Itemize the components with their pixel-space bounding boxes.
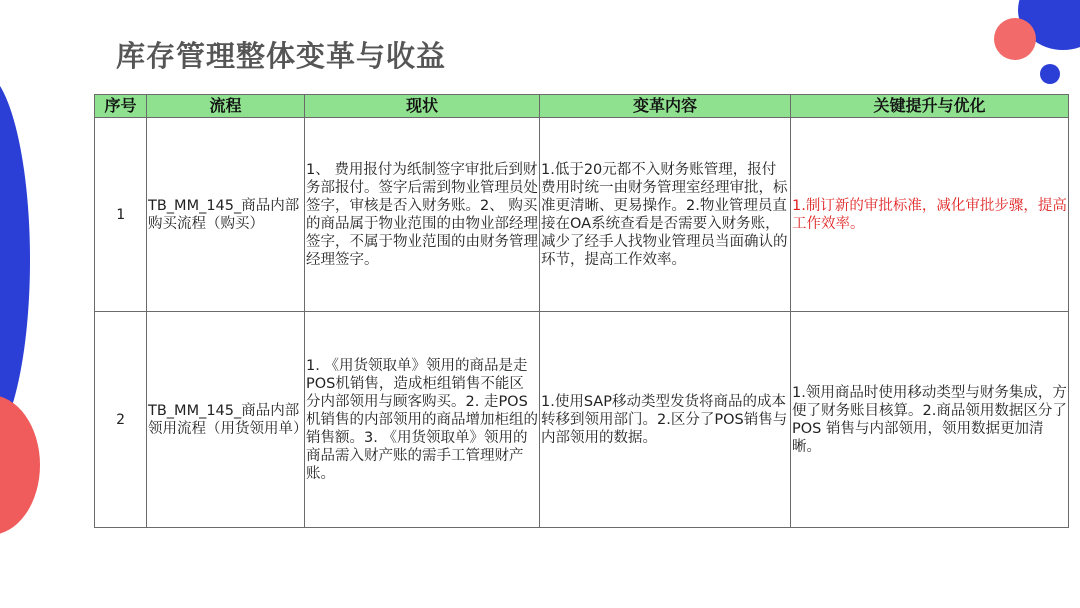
cell-improvement: 1.制订新的审批标准，减化审批步骤，提高工作效率。: [791, 118, 1069, 312]
cell-change: 1.低于20元都不入财务账管理，报付费用时统一由财务管理室经理审批，标准更清晰、更易操作。2.物业管理员直接在OA系统查看是否需要入财务账，减少了经手人找物业管理员当面确认的环节，提高工作效率。: [540, 118, 791, 312]
process-table: [94, 94, 1069, 528]
decor-left-blue-shape: [0, 70, 30, 450]
cell-seq: 1: [95, 118, 147, 312]
cell-improvement: 1.领用商品时使用移动类型与财务集成，方便了财务账目核算。2.商品领用数据区分了POS 销售与内部领用，领用数据更加清晰。: [791, 312, 1069, 528]
cell-process: TB_MM_145_商品内部购买流程（购买）: [147, 118, 305, 312]
table-header-row: [95, 95, 1069, 118]
header-status: 现状: [305, 95, 540, 118]
table-row: [95, 118, 1069, 312]
decor-top-right-red-circle: [994, 18, 1036, 60]
header-seq: 序号: [95, 95, 147, 118]
cell-seq: 2: [95, 312, 147, 528]
header-change: 变革内容: [540, 95, 791, 118]
decor-top-right-blue-dot: [1040, 64, 1060, 84]
header-process: 流程: [147, 95, 305, 118]
decor-left-red-shape: [0, 395, 40, 535]
cell-status: 1、 费用报付为纸制签字审批后到财务部报付。签字后需到物业管理员处签字，审核是否入财务账。2、 购买的商品属于物业范围的由物业部经理签字，不属于物业范围的由财务管理经理签字。: [305, 118, 540, 312]
cell-change: 1.使用SAP移动类型发货将商品的成本转移到领用部门。2.区分了POS销售与内部领用的数据。: [540, 312, 791, 528]
table-row: [95, 312, 1069, 528]
page-title: 库存管理整体变革与收益: [116, 39, 447, 73]
cell-status: 1. 《用货领取单》领用的商品是走POS机销售，造成柜组销售不能区分内部领用与顾客购买。2. 走POS机销售的内部领用的商品增加柜组的销售额。3. 《用货领取单》领用的商品需入财产账的需手工管理财产账。: [305, 312, 540, 528]
header-improvement: 关键提升与优化: [791, 95, 1069, 118]
cell-process: TB_MM_145_商品内部领用流程（用货领用单）: [147, 312, 305, 528]
